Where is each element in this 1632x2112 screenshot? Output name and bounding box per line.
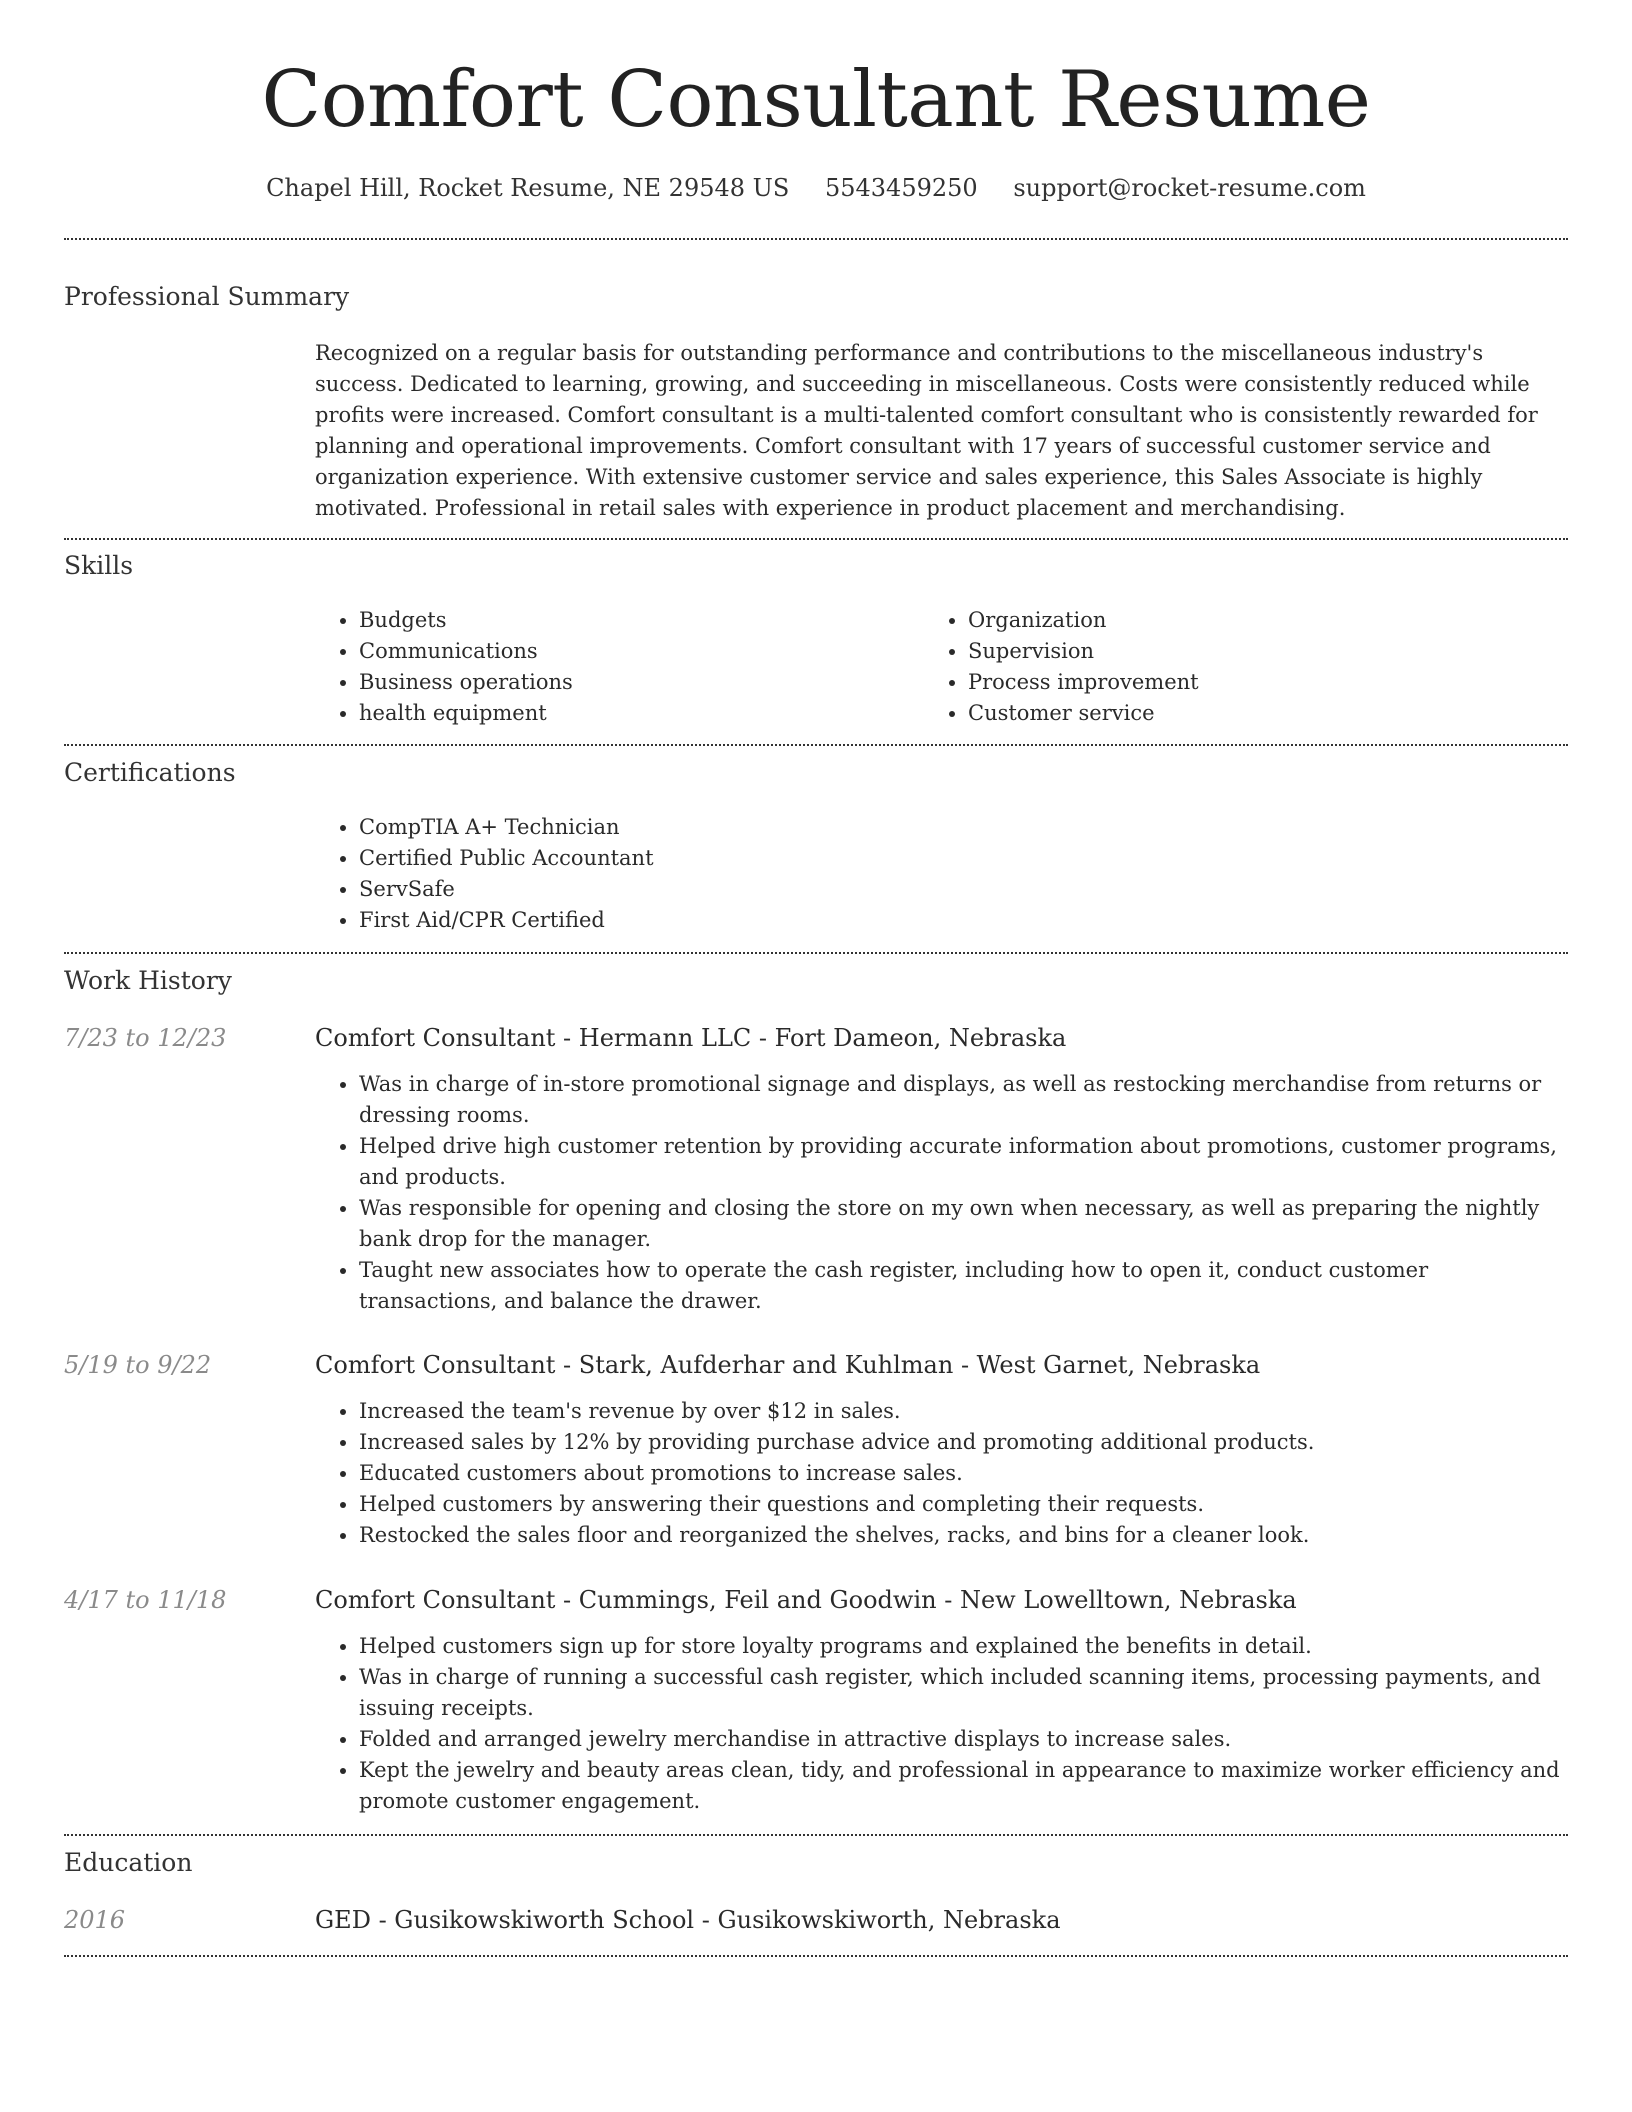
skill-item: • Business operations	[359, 667, 915, 698]
job-bullet: • Folded and arranged jewelry merchandise in attractive displays to increase sales.	[359, 1724, 1568, 1755]
summary-heading: Professional Summary	[64, 282, 350, 311]
job-bullet: • Helped customers sign up for store loyalty programs and explained the benefits in detail.	[359, 1631, 1568, 1662]
job-entry	[315, 1021, 1568, 1317]
contact-line	[64, 170, 1568, 206]
job-bullet: • Educated customers about promotions to increase sales.	[359, 1458, 1568, 1489]
skill-item: • Supervision	[968, 636, 1524, 667]
job-dates: 5/19 to 9/22	[64, 1351, 212, 1379]
job-bullet: • Increased sales by 12% by providing purchase advice and promoting additional products.	[359, 1427, 1568, 1458]
job-bullet: • Increased the team's revenue by over $12 in sales.	[359, 1396, 1568, 1427]
skill-item: • Communications	[359, 636, 915, 667]
job-entry	[315, 1348, 1568, 1551]
skill-item: • health equipment	[359, 698, 915, 729]
certifications-heading: Certifications	[64, 758, 236, 787]
section-divider	[64, 1955, 1568, 1957]
job-entry	[315, 1583, 1568, 1817]
contact-address: Chapel Hill, Rocket Resume, NE 29548 US	[266, 174, 790, 202]
section-divider	[64, 952, 1568, 954]
section-divider	[64, 538, 1568, 540]
skills-heading: Skills	[64, 551, 134, 580]
job-title: Comfort Consultant - Cummings, Feil and Goodwin - New Lowelltown, Nebraska	[315, 1586, 1297, 1614]
education-entry	[315, 1903, 1568, 1937]
job-bullet: • Restocked the sales floor and reorganized the shelves, racks, and bins for a cleaner look.	[359, 1520, 1568, 1551]
skills-column-left	[315, 605, 915, 729]
section-divider	[64, 744, 1568, 746]
skills-section	[315, 605, 1568, 729]
job-bullet: • Was responsible for opening and closing the store on my own when necessary, as well as preparing the nightly bank drop for the manager.	[359, 1193, 1568, 1255]
certifications-section	[315, 812, 1568, 936]
skill-item: • Process improvement	[968, 667, 1524, 698]
job-dates: 7/23 to 12/23	[64, 1024, 227, 1052]
job-bullet: • Kept the jewelry and beauty areas clean, tidy, and professional in appearance to maximize worker efficiency and promote customer engagement.	[359, 1755, 1568, 1817]
contact-phone: 5543459250	[824, 174, 978, 202]
job-bullet: • Helped drive high customer retention by providing accurate information about promotions, customer programs, and products.	[359, 1131, 1568, 1193]
contact-email: support@rocket-resume.com	[1013, 174, 1366, 202]
skill-item: • Budgets	[359, 605, 915, 636]
page-title: Comfort Consultant Resume	[261, 55, 1371, 145]
skills-column-right	[924, 605, 1524, 729]
section-divider	[64, 238, 1568, 240]
job-bullet: • Taught new associates how to operate the cash register, including how to open it, conduct customer transactions, and balance the drawer.	[359, 1255, 1568, 1317]
work-history-heading: Work History	[64, 966, 232, 995]
job-title: Comfort Consultant - Stark, Aufderhar and Kuhlman - West Garnet, Nebraska	[315, 1351, 1261, 1379]
certification-item: • ServSafe	[359, 874, 1568, 905]
education-title: GED - Gusikowskiworth School - Gusikowskiworth, Nebraska	[315, 1906, 1061, 1934]
skill-item: • Organization	[968, 605, 1524, 636]
job-bullet: • Was in charge of running a successful cash register, which included scanning items, processing payments, and issuing receipts.	[359, 1662, 1568, 1724]
education-year: 2016	[64, 1906, 126, 1934]
summary-text: Recognized on a regular basis for outstanding performance and contributions to the miscellaneous industry's success. Dedicated to learning, growing, and succeeding in miscellaneous. Costs were consistently reduced while profits were increased. Comfort consultant is a multi-talented comfort consultant who is consistently rewarded for planning and operational improvements. Comfort consultant with 17 years of successful customer service and organization experience. With extensive customer service and sales experience, this Sales Associate is highly motivated. Professional in retail sales with experience in product placement and merchandising.	[315, 341, 1538, 520]
certification-item: • CompTIA A+ Technician	[359, 812, 1568, 843]
certification-item: • First Aid/CPR Certified	[359, 905, 1568, 936]
summary-section	[315, 338, 1568, 524]
job-dates: 4/17 to 11/18	[64, 1586, 227, 1614]
job-bullet: • Helped customers by answering their questions and completing their requests.	[359, 1489, 1568, 1520]
job-bullet: • Was in charge of in-store promotional signage and displays, as well as restocking merchandise from returns or dressing rooms.	[359, 1069, 1568, 1131]
job-title: Comfort Consultant - Hermann LLC - Fort Dameon, Nebraska	[315, 1024, 1067, 1052]
skill-item: • Customer service	[968, 698, 1524, 729]
section-divider	[64, 1834, 1568, 1836]
education-heading: Education	[64, 1848, 193, 1877]
certification-item: • Certified Public Accountant	[359, 843, 1568, 874]
